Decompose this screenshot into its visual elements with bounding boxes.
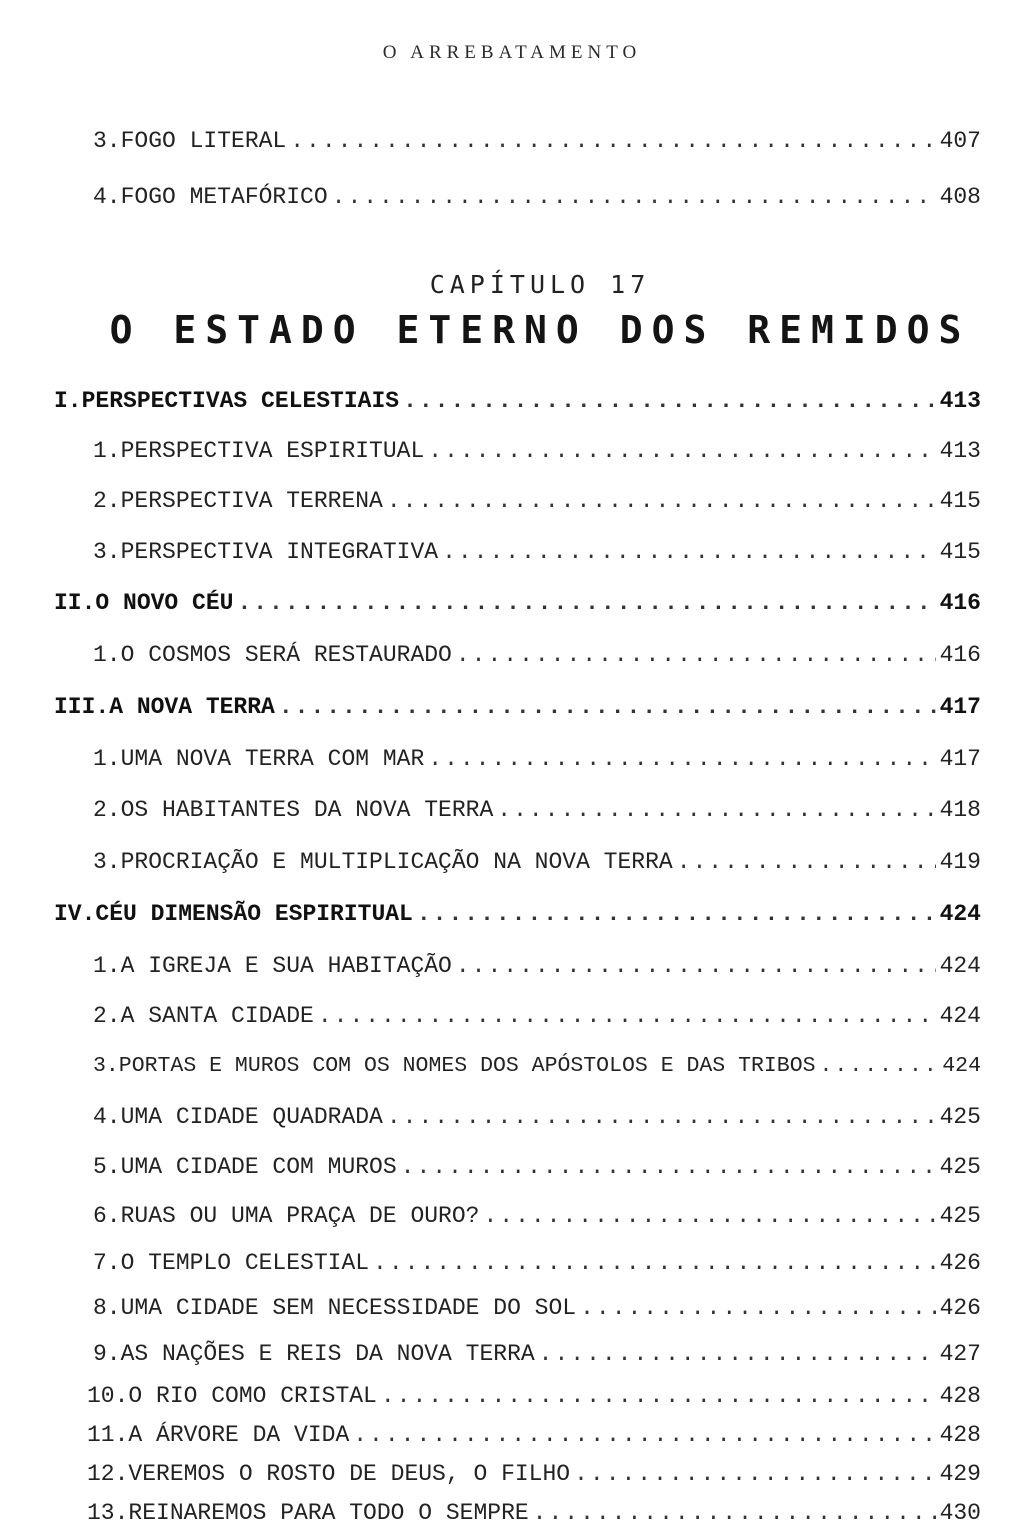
leader-dots (483, 1205, 935, 1228)
toc-entry-page: 413 (939, 388, 981, 414)
toc-entry-page: 418 (939, 797, 981, 823)
toc-section-nova-terra (54, 696, 981, 719)
toc-entry-label: 1.O COSMOS SERÁ RESTAURADO (93, 642, 452, 668)
leader-dots (381, 1385, 936, 1408)
toc-entry-label: I.PERSPECTIVAS CELESTIAIS (54, 388, 400, 414)
toc-entry (93, 644, 981, 667)
leader-dots (442, 541, 936, 564)
toc-entry-page: 413 (939, 438, 981, 464)
toc-entry (93, 1252, 981, 1275)
toc-entry-page: 415 (939, 488, 981, 514)
toc-entry-label: 2.OS HABITANTES DA NOVA TERRA (93, 797, 494, 823)
toc-entry-label: 3.PERSPECTIVA INTEGRATIVA (93, 539, 439, 565)
chapter-title: O ESTADO ETERNO DOS REMIDOS (109, 308, 971, 352)
toc-entry-fogo-metaforico (93, 186, 981, 209)
toc-entry-page: 425 (939, 1104, 981, 1130)
toc-entry (93, 748, 981, 771)
leader-dots (318, 1005, 936, 1028)
toc-entry-page: 415 (939, 539, 981, 565)
chapter-label: CAPÍTULO 17 (429, 270, 651, 299)
toc-entry (93, 1156, 981, 1179)
toc-entry-label: 4.FOGO METAFÓRICO (93, 184, 328, 210)
leader-dots (456, 644, 936, 667)
toc-entry-page: 419 (939, 849, 981, 875)
leader-dots (332, 186, 936, 209)
toc-entry-label: 1.A IGREJA E SUA HABITAÇÃO (93, 953, 452, 979)
toc-entry-page: 424 (942, 1054, 981, 1078)
toc-entry-label: 1.PERSPECTIVA ESPIRITUAL (93, 438, 425, 464)
leader-dots (497, 799, 935, 822)
leader-dots (574, 1463, 935, 1486)
leader-dots (290, 130, 935, 153)
toc-entry (87, 1424, 981, 1447)
leader-dots (417, 903, 936, 926)
leader-dots (373, 1252, 936, 1275)
toc-entry-label: 13.REINAREMOS PARA TODO O SEMPRE (87, 1500, 529, 1526)
toc-entry-page: 427 (939, 1341, 981, 1367)
leader-dots (403, 390, 936, 413)
toc-entry-page: 416 (939, 590, 981, 616)
leader-dots (387, 1106, 936, 1129)
toc-entry (93, 1297, 981, 1320)
toc-entry (87, 1463, 981, 1486)
toc-entry-page: 424 (939, 953, 981, 979)
toc-entry-label: 11.A ÁRVORE DA VIDA (87, 1422, 350, 1448)
toc-entry (87, 1502, 981, 1525)
toc-entry-label: II.O NOVO CÉU (54, 590, 234, 616)
toc-entry (93, 1005, 981, 1028)
leader-dots (387, 490, 936, 513)
toc-entry-label: 3.FOGO LITERAL (93, 128, 287, 154)
toc-entry-page: 426 (939, 1295, 981, 1321)
toc-entry-page: 424 (939, 1003, 981, 1029)
leader-dots (539, 1343, 936, 1366)
toc-entry-label: 4.UMA CIDADE QUADRADA (93, 1104, 383, 1130)
leader-dots (456, 955, 936, 978)
toc-entry (93, 541, 981, 564)
toc-entry-label: 9.AS NAÇÕES E REIS DA NOVA TERRA (93, 1341, 535, 1367)
toc-entry (93, 1343, 981, 1366)
toc-entry-page: 430 (939, 1500, 981, 1526)
leader-dots (580, 1297, 935, 1320)
toc-entry-label: 5.UMA CIDADE COM MUROS (93, 1154, 397, 1180)
toc-entry-label: 7.O TEMPLO CELESTIAL (93, 1250, 370, 1276)
toc-entry-label: 8.UMA CIDADE SEM NECESSIDADE DO SOL (93, 1295, 577, 1321)
leader-dots (428, 440, 935, 463)
toc-entry (93, 851, 981, 874)
toc-entry-label: 10.O RIO COMO CRISTAL (87, 1383, 377, 1409)
toc-section-novo-ceu (54, 592, 981, 615)
toc-entry (93, 1106, 981, 1129)
toc-entry-page: 428 (939, 1422, 981, 1448)
toc-entry-page: 425 (939, 1203, 981, 1229)
toc-entry-page: 426 (939, 1250, 981, 1276)
toc-entry (93, 955, 981, 978)
leader-dots (533, 1502, 936, 1525)
toc-entry (93, 799, 981, 822)
toc-entry-label: 2.A SANTA CIDADE (93, 1003, 314, 1029)
leader-dots (401, 1156, 936, 1179)
toc-entry (87, 1385, 981, 1408)
toc-entry-fogo-literal (93, 130, 981, 153)
toc-section-perspectivas-celestiais (54, 390, 981, 413)
toc-entry-label: 2.PERSPECTIVA TERRENA (93, 488, 383, 514)
running-head: O ARREBATAMENTO (382, 42, 642, 63)
toc-entry-page: 407 (939, 128, 981, 154)
leader-dots (428, 748, 935, 771)
leader-dots (677, 851, 936, 874)
leader-dots (279, 696, 936, 719)
leader-dots (353, 1424, 935, 1447)
toc-entry-page: 429 (939, 1461, 981, 1487)
toc-entry-label: III.A NOVA TERRA (54, 694, 275, 720)
toc-entry (93, 1205, 981, 1228)
toc-entry-page: 408 (939, 184, 981, 210)
toc-entry-label: IV.CÉU DIMENSÃO ESPIRITUAL (54, 901, 413, 927)
toc-entry-label: 3.PORTAS E MUROS COM OS NOMES DOS APÓSTOLOS E DAS TRIBOS (93, 1054, 816, 1078)
toc-entry-page: 428 (939, 1383, 981, 1409)
toc-entry-label: 12.VEREMOS O ROSTO DE DEUS, O FILHO (87, 1461, 571, 1487)
toc-entry-label: 1.UMA NOVA TERRA COM MAR (93, 746, 425, 772)
toc-entry-page: 424 (939, 901, 981, 927)
toc-section-ceu-dimensao-espiritual (54, 903, 981, 926)
toc-entry-page: 417 (939, 694, 981, 720)
leader-dots (820, 1056, 939, 1078)
toc-entry-page: 417 (939, 746, 981, 772)
toc-entry-page: 425 (939, 1154, 981, 1180)
toc-entry-label: 6.RUAS OU UMA PRAÇA DE OURO? (93, 1203, 480, 1229)
toc-entry-page: 416 (939, 642, 981, 668)
toc-entry (93, 490, 981, 513)
leader-dots (237, 592, 935, 615)
toc-entry (93, 440, 981, 463)
toc-entry-label: 3.PROCRIAÇÃO E MULTIPLICAÇÃO NA NOVA TERRA (93, 849, 673, 875)
toc-entry (93, 1056, 981, 1078)
